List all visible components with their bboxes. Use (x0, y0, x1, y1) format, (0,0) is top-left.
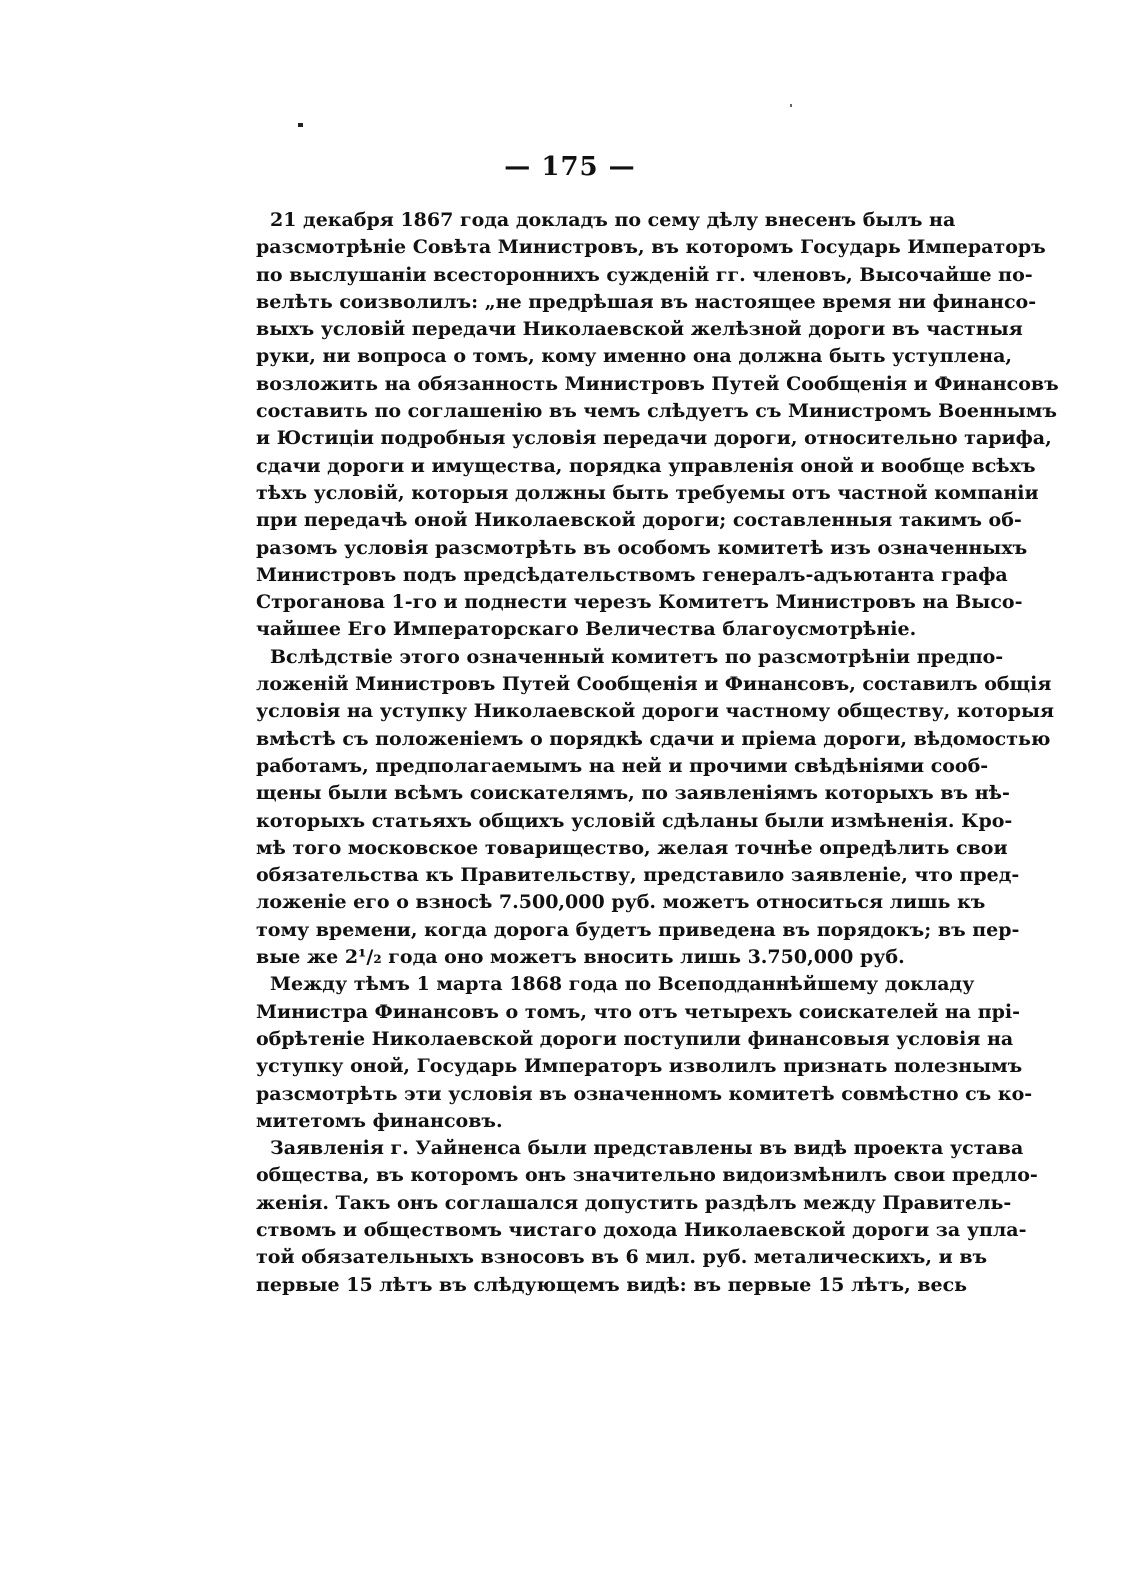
text-line: 21 декабря 1867 года докладъ по сему дѣлу внесенъ былъ на (270, 209, 956, 231)
text-line: той обязательныхъ взносовъ въ 6 мил. руб. металическихъ, и въ (256, 1246, 988, 1269)
paragraph (256, 971, 1033, 1135)
text-line: сдачи дороги и имущества, порядка управленія оной и вообще всѣхъ (256, 454, 1036, 477)
body-text (256, 207, 1059, 1299)
text-line: ложеній Министровъ Путей Сообщенія и Финансовъ, составилъ общія (256, 673, 1052, 696)
text-line: Заявленія г. Уайненса были представлены въ видѣ проекта устава (270, 1137, 1024, 1160)
text-line: руки, ни вопроса о томъ, кому именно она должна быть уступлена, (256, 345, 1012, 368)
paragraph (256, 644, 1055, 972)
paragraph (256, 1135, 1038, 1299)
text-line: Вслѣдствіе этого означенный комитетъ по разсмотрѣніи предпо- (270, 645, 1004, 668)
text-line: уступку оной, Государь Императоръ изволилъ признать полезнымъ (256, 1055, 1023, 1078)
text-line: женія. Такъ онъ соглашался допустить раздѣлъ между Правитель- (256, 1191, 1012, 1214)
text-line: составить по соглашенію въ чемъ слѣдуетъ съ Министромъ Военнымъ (256, 400, 1057, 423)
text-line: разсмотрѣніе Совѣта Министровъ, въ которомъ Государь Императоръ (256, 236, 1046, 259)
text-line: условія на уступку Николаевской дороги частному обществу, которыя (256, 700, 1055, 723)
text-line: обязательства къ Правительству, представило заявленіе, что пред- (256, 864, 1020, 887)
text-line: чайшее Его Императорскаго Величества благоусмотрѣніе. (256, 618, 917, 641)
text-line: при передачѣ оной Николаевской дороги; составленныя такимъ об- (256, 509, 1022, 532)
text-line: разомъ условія разсмотрѣть въ особомъ комитетѣ изъ означенныхъ (256, 536, 1028, 559)
text-line: и Юстиціи подробныя условія передачи дороги, относительно тарифа, (256, 427, 1052, 450)
print-speck (790, 104, 792, 107)
text-line: Между тѣмъ 1 марта 1868 года по Всеподданнѣйшему докладу (270, 973, 975, 996)
text-line: митетомъ финансовъ. (256, 1109, 503, 1132)
print-speck (298, 123, 303, 127)
text-line: первые 15 лѣтъ въ слѣдующемъ видѣ: въ первые 15 лѣтъ, весь (256, 1273, 968, 1296)
text-line: велѣть соизволилъ: „не предрѣшая въ настоящее время ни финансо- (256, 290, 1037, 313)
text-line: общества, въ которомъ онъ значительно видоизмѣнилъ свои предло- (256, 1164, 1038, 1187)
text-line: тѣхъ условій, которыя должны быть требуемы отъ частной компаніи (256, 481, 1039, 504)
page-number: — 175 — (504, 152, 636, 182)
text-line: выхъ условій передачи Николаевской желѣзной дороги въ частныя (256, 318, 1023, 341)
text-line: которыхъ статьяхъ общихъ условій сдѣланы были измѣненія. Кро- (256, 809, 1013, 832)
text-line: обрѣтеніе Николаевской дороги поступили финансовыя условія на (256, 1027, 1014, 1050)
text-line: ложеніе его о взносѣ 7.500,000 руб. можетъ относиться лишь къ (256, 891, 986, 914)
text-line: вые же 2¹/₂ года оно можетъ вносить лишь 3.750,000 руб. (256, 946, 905, 969)
text-line: Министра Финансовъ о томъ, что отъ четырехъ соискателей на прі- (256, 1000, 1021, 1023)
text-line: по выслушаніи всестороннихъ сужденій гг. членовъ, Высочайше по- (256, 263, 1033, 286)
text-line: разсмотрѣть эти условія въ означенномъ комитетѣ совмѣстно съ ко- (256, 1082, 1033, 1105)
text-line: щены были всѣмъ соискателямъ, по заявленіямъ которыхъ въ нѣ- (256, 782, 1010, 805)
text-line: возложить на обязанность Министровъ Путей Сообщенія и Финансовъ (256, 372, 1059, 395)
text-line: мѣ того московское товарищество, желая точнѣе опредѣлить свои (256, 836, 1008, 859)
text-line: тому времени, когда дорога будетъ приведена въ порядокъ; въ пер- (256, 918, 1020, 941)
text-line: ствомъ и обществомъ чистаго дохода Николаевской дороги за упла- (256, 1218, 1027, 1241)
text-line: работамъ, предполагаемымъ на ней и прочими свѣдѣніями сооб- (256, 754, 989, 777)
paragraph (256, 207, 1059, 644)
text-line: Строганова 1-го и поднести черезъ Комитетъ Министровъ на Высо- (256, 591, 1023, 614)
text-line: вмѣстѣ съ положеніемъ о порядкѣ сдачи и пріема дороги, вѣдомостью (256, 727, 1051, 750)
text-line: Министровъ подъ предсѣдательствомъ генералъ-адъютанта графа (256, 563, 1008, 586)
